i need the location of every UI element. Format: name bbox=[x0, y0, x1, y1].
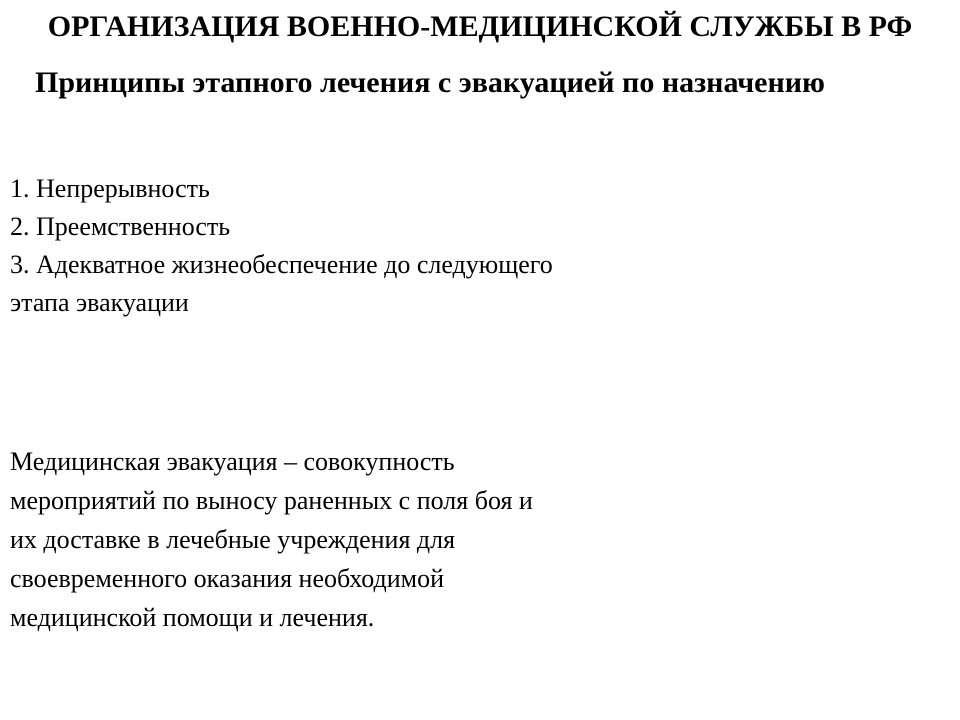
principles-list bbox=[10, 170, 570, 322]
evacuation-definition: Медицинская эвакуация – совокупность мероприятий по выносу раненных с поля боя и их доставке в лечебные учреждения для своевременного оказания необходимой медицинской помощи и лечения. bbox=[10, 447, 533, 632]
principle-item-1: 1. Непрерывность bbox=[10, 174, 210, 203]
slide-title: ОРГАНИЗАЦИЯ ВОЕННО-МЕДИЦИНСКОЙ СЛУЖБЫ В РФ bbox=[47, 10, 913, 43]
principle-item-2: 2. Преемственность bbox=[10, 212, 231, 241]
slide-subtitle: Принципы этапного лечения с эвакуацией по назначению bbox=[35, 66, 825, 99]
principle-item-3: 3. Адекватное жизнеобеспечение до следующего этапа эвакуации bbox=[10, 250, 553, 317]
